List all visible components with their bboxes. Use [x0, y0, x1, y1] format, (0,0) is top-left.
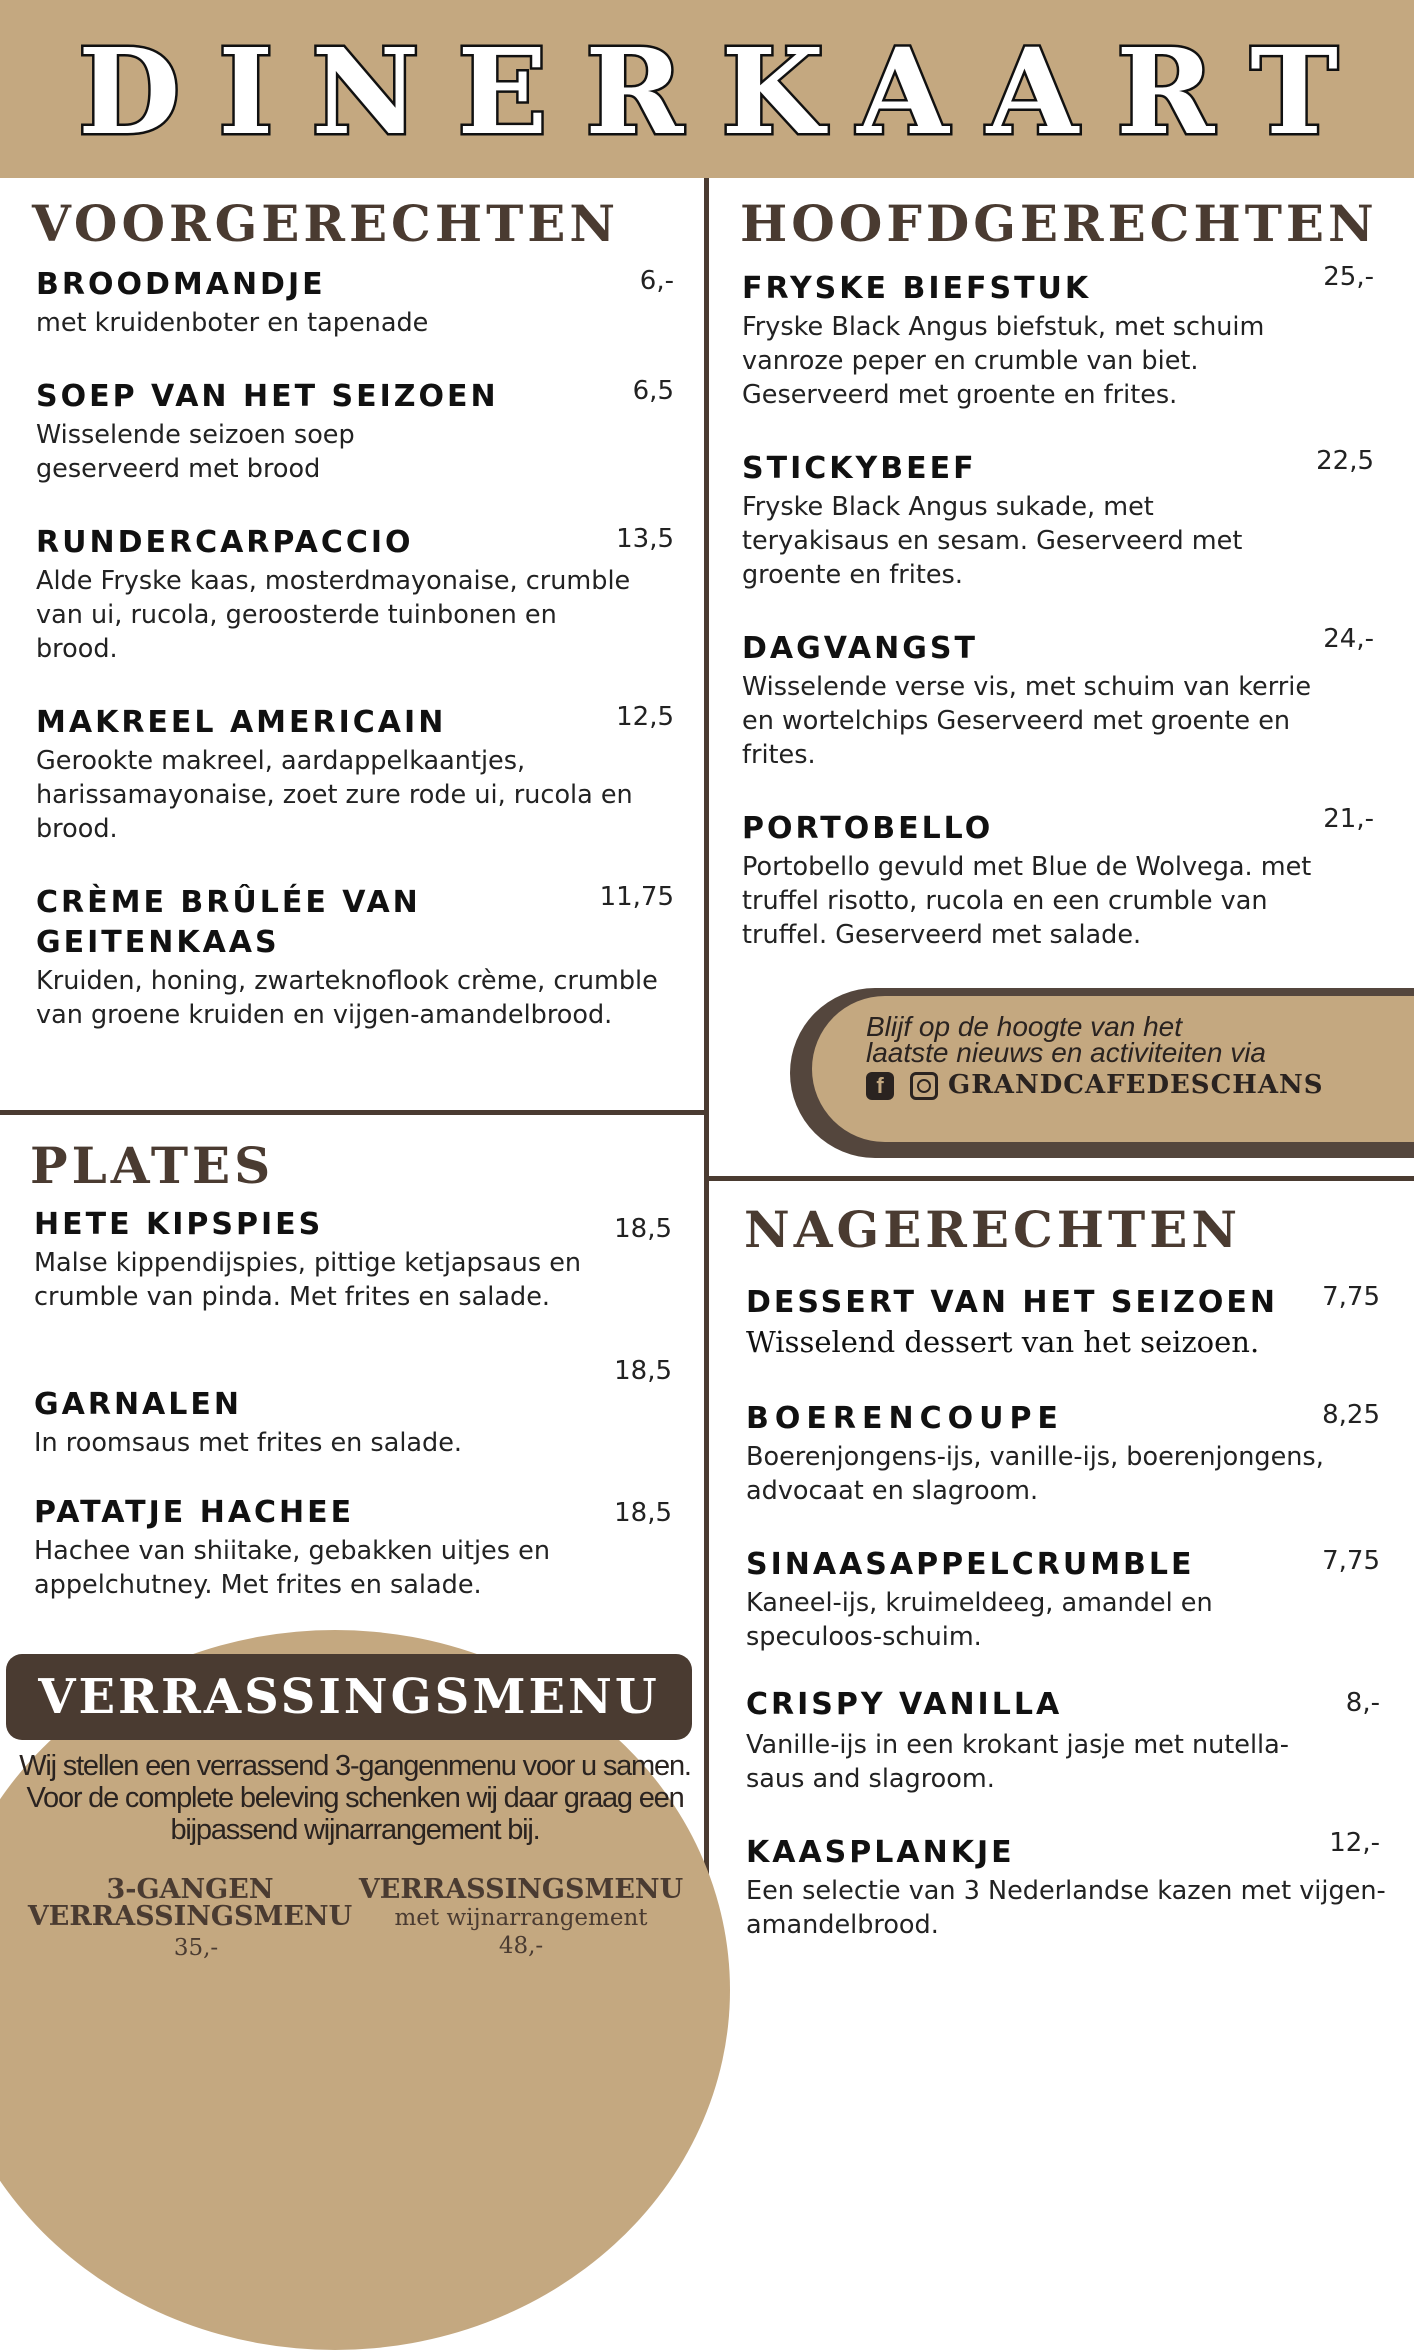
item-name: BOERENCOUPE — [746, 1401, 1064, 1436]
verrassingsmenu-description: Wij stellen een verrassend 3-gangenmenu voor u samen. Voor de complete beleving schenken wij daar graag een bijpassend wijnarrangement bij. — [19, 1750, 691, 1846]
option-subtitle: met wijnarrangement — [394, 1905, 648, 1931]
item-price: 12,5 — [616, 702, 674, 732]
item-description: Fryske Black Angus sukade, met teryakisaus en sesam. Geserveerd met groente en frites. — [742, 492, 1243, 590]
option-name: 3-GANGEN — [106, 1874, 274, 1905]
section-title: HOOFDGERECHTEN — [740, 194, 1378, 253]
facebook-icon[interactable]: f — [866, 1072, 894, 1100]
social-text-line1: Blijf op de hoogte van het — [866, 1011, 1183, 1042]
item-description: Malse kippendijspies, pittige ketjapsaus en crumble van pinda. Met frites en salade. — [34, 1248, 582, 1312]
item-description: Vanille-ijs in een krokant jasje met nutella-saus and slagroom. — [746, 1730, 1289, 1794]
instagram-icon[interactable] — [910, 1072, 938, 1100]
option-price: 48,- — [498, 1933, 544, 1959]
item-description: Een selectie van 3 Nederlandse kazen met vijgen-amandelbrood. — [746, 1876, 1386, 1940]
item-price: 8,25 — [1322, 1400, 1380, 1430]
item-price: 8,- — [1345, 1688, 1380, 1718]
section-title: NAGERECHTEN — [744, 1200, 1242, 1259]
section-divider-left — [0, 1110, 706, 1115]
item-description: met kruidenboter en tapenade — [36, 308, 429, 338]
item-name: MAKREEL AMERICAIN — [36, 705, 447, 740]
item-price: 7,75 — [1322, 1546, 1380, 1576]
item-name: DAGVANGST — [742, 631, 978, 666]
item-price: 7,75 — [1322, 1282, 1380, 1312]
section-title: VOORGERECHTEN — [32, 194, 620, 253]
item-name: GARNALEN — [34, 1387, 242, 1422]
item-name: BROODMANDJE — [36, 267, 326, 302]
item-name: RUNDERCARPACCIO — [36, 525, 414, 560]
item-price: 24,- — [1323, 624, 1374, 654]
item-name: CRÈME BRÛLÉE VAN — [36, 885, 421, 920]
item-price: 21,- — [1323, 804, 1374, 834]
item-name: DESSERT VAN HET SEIZOEN — [746, 1285, 1278, 1320]
item-description: Kruiden, honing, zwarteknoflook crème, crumble van groene kruiden en vijgen-amandelbrood. — [36, 966, 658, 1030]
item-price: 11,75 — [599, 882, 674, 912]
item-price: 18,5 — [614, 1214, 672, 1244]
item-price: 13,5 — [616, 524, 674, 554]
item-description: Wisselende verse vis, met schuim van kerrie en wortelchips Geserveerd met groente en frites. — [742, 672, 1312, 770]
item-price: 18,5 — [614, 1498, 672, 1528]
item-description: In roomsaus met frites en salade. — [34, 1428, 463, 1458]
page-title: DINERKAART — [77, 22, 1377, 161]
item-description: Boerenjongens-ijs, vanille-ijs, boerenjongens, advocaat en slagroom. — [746, 1442, 1324, 1506]
item-description: Kaneel-ijs, kruimeldeeg, amandel en speculoos-schuim. — [746, 1588, 1213, 1652]
item-name: CRISPY VANILLA — [746, 1687, 1063, 1722]
social-text-line2: laatste nieuws en activiteiten via — [866, 1037, 1266, 1068]
item-price: 22,5 — [1316, 446, 1374, 476]
item-name: GEITENKAAS — [36, 925, 280, 960]
section-divider-right — [706, 1176, 1414, 1181]
column-divider — [704, 178, 709, 2000]
item-name: FRYSKE BIEFSTUK — [742, 271, 1092, 306]
option-name: VERRASSINGSMENU — [358, 1874, 684, 1905]
item-description: Alde Fryske kaas, mosterdmayonaise, crumble van ui, rucola, geroosterde tuinbonen en brood. — [36, 566, 631, 664]
item-name: KAASPLANKJE — [746, 1835, 1015, 1870]
item-name: SINAASAPPELCRUMBLE — [746, 1547, 1195, 1582]
item-name: SOEP VAN HET SEIZOEN — [36, 379, 499, 414]
item-price: 6,5 — [632, 376, 674, 406]
item-name: STICKYBEEF — [742, 451, 977, 486]
item-description: Hachee van shiitake, gebakken uitjes en appelchutney. Met frites en salade. — [34, 1536, 550, 1600]
item-price: 25,- — [1323, 262, 1374, 292]
item-name: HETE KIPSPIES — [34, 1207, 324, 1242]
item-price: 18,5 — [614, 1356, 672, 1386]
item-description: Wisselende seizoen soep geserveerd met brood — [36, 420, 355, 484]
item-description: Gerookte makreel, aardappelkaantjes, harissamayonaise, zoet zure rode ui, rucola en brood. — [36, 746, 633, 844]
item-price: 6,- — [639, 266, 674, 296]
item-price: 12,- — [1329, 1828, 1380, 1858]
item-name: PATATJE HACHEE — [34, 1495, 355, 1530]
item-description: Fryske Black Angus biefstuk, met schuim vanroze peper en crumble van biet. Geserveerd met groente en frites. — [742, 312, 1265, 410]
option-name: VERRASSINGSMENU — [27, 1901, 353, 1932]
social-handle[interactable]: GRANDCAFEDESCHANS — [948, 1070, 1324, 1100]
item-name: PORTOBELLO — [742, 811, 994, 846]
option-price: 35,- — [173, 1935, 219, 1961]
verrassingsmenu-title: VERRASSINGSMENU — [38, 1669, 660, 1725]
item-description: Portobello gevuld met Blue de Wolvega. met truffel risotto, rucola en een crumble van truffel. Geserveerd met salade. — [742, 852, 1312, 950]
section-title: PLATES — [30, 1136, 275, 1195]
item-description: Wisselend dessert van het seizoen. — [746, 1325, 1260, 1359]
